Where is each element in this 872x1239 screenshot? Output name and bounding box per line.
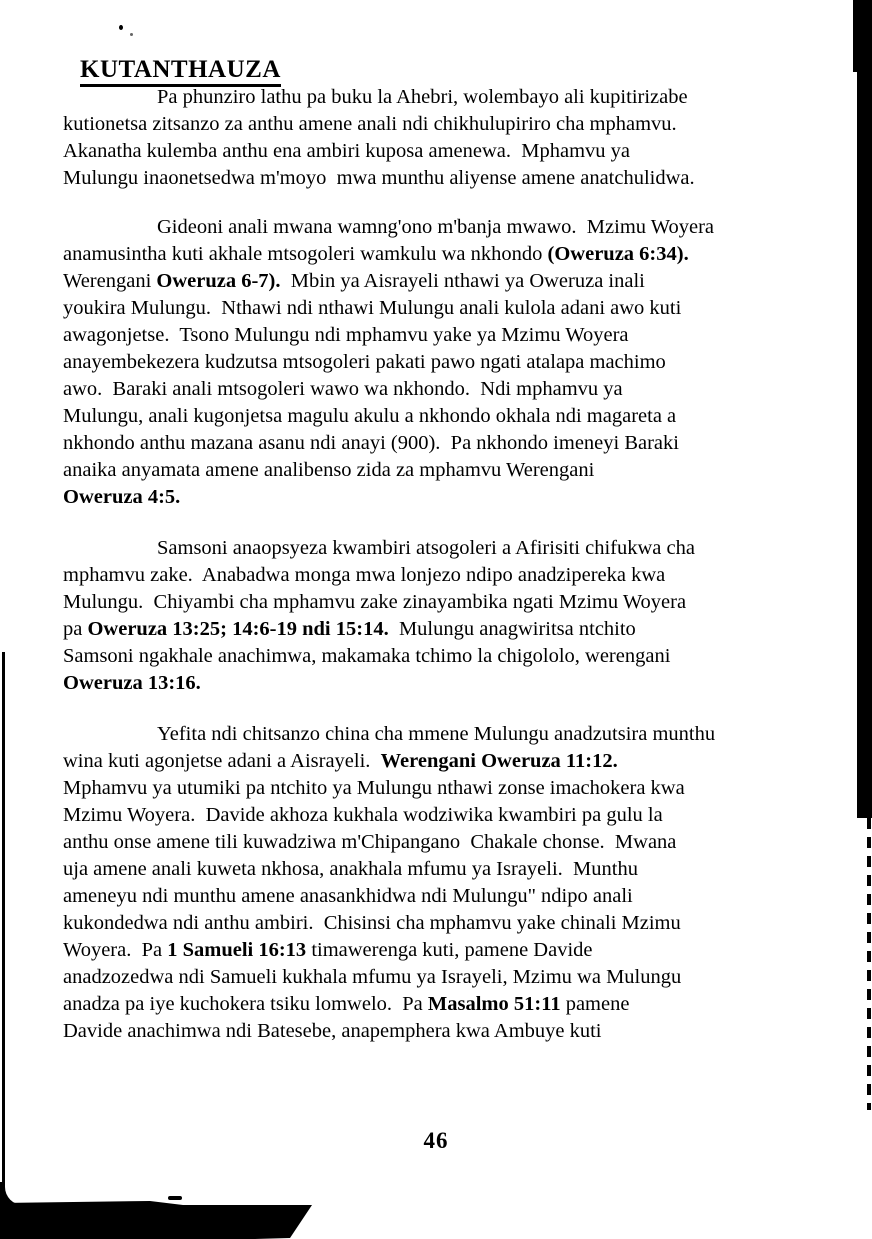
text-line bbox=[63, 111, 823, 138]
text-run: wina kuti agonjetse adani a Aisrayeli. bbox=[63, 750, 381, 772]
text-line bbox=[63, 376, 823, 403]
text-line bbox=[63, 430, 823, 457]
text-run: Gideoni anali mwana wamng'ono m'banja mwawo. Mzimu Woyera bbox=[157, 216, 715, 238]
text-line bbox=[63, 856, 823, 883]
text-line bbox=[63, 484, 823, 511]
text-run: timawerenga kuti, pamene Davide bbox=[306, 939, 593, 961]
text-line bbox=[63, 165, 823, 192]
text-line bbox=[63, 883, 823, 910]
text-run: anthu onse amene tili kuwadziwa m'Chipangano Chakale chonse. Mwana bbox=[63, 831, 677, 853]
scan-artifact-bottom-wedge bbox=[0, 1200, 314, 1239]
text-line bbox=[63, 829, 823, 856]
text-run: Pa phunziro lathu pa buku la Ahebri, wolembayo ali kupitirizabe bbox=[157, 86, 688, 108]
text-line bbox=[63, 535, 823, 562]
text-run: awo. Baraki anali mtsogoleri wawo wa nkhondo. Ndi mphamvu ya bbox=[63, 378, 623, 400]
text-line bbox=[63, 964, 823, 991]
text-run: Werengani bbox=[63, 270, 157, 292]
text-run: anayembekezera kudzutsa mtsogoleri pakati pawo ngati atalapa machimo bbox=[63, 351, 666, 373]
text-line bbox=[63, 295, 823, 322]
text-run: Mphamvu ya utumiki pa ntchito ya Mulungu nthawi zonse imachokera kwa bbox=[63, 777, 685, 799]
text-line bbox=[63, 775, 823, 802]
text-run: Samsoni ngakhale anachimwa, makamaka tchimo la chigololo, werengani bbox=[63, 645, 671, 667]
scripture-reference: Oweruza 13:16. bbox=[63, 672, 201, 694]
page-title: KUTANTHAUZA bbox=[80, 56, 281, 87]
scripture-reference: (Oweruza 6:34). bbox=[547, 243, 689, 265]
text-line bbox=[63, 748, 823, 775]
text-run: Samsoni anaopsyeza kwambiri atsogoleri a Afirisiti chifukwa cha bbox=[157, 537, 695, 559]
scripture-reference: Masalmo 51:11 bbox=[427, 993, 561, 1015]
scan-artifact-speck bbox=[168, 1196, 182, 1200]
text-line bbox=[63, 403, 823, 430]
scripture-reference: 1 Samueli 16:13 bbox=[167, 939, 307, 961]
scan-artifact-right-edge-top bbox=[853, 0, 872, 72]
scan-artifact-right-edge-dashes bbox=[867, 818, 871, 1110]
text-line bbox=[63, 214, 823, 241]
page-number: 46 bbox=[423, 1128, 449, 1153]
text-line bbox=[63, 138, 823, 165]
text-line bbox=[63, 84, 823, 111]
text-run: Davide anachimwa ndi Batesebe, anapemphera kwa Ambuye kuti bbox=[63, 1020, 602, 1042]
text-run: Mulungu, anali kugonjetsa magulu akulu a nkhondo okhala ndi magareta a bbox=[63, 405, 677, 427]
scan-artifact-right-edge-bar bbox=[857, 0, 872, 818]
text-run: Mulungu inaonetsedwa m'moyo mwa munthu aliyense amene anatchulidwa. bbox=[63, 167, 695, 189]
text-line bbox=[63, 802, 823, 829]
text-line bbox=[63, 268, 823, 295]
text-run: uja amene anali kuweta nkhosa, anakhala mfumu ya Israyeli. Munthu bbox=[63, 858, 638, 880]
text-line bbox=[63, 643, 823, 670]
text-line bbox=[63, 562, 823, 589]
text-run: mphamvu zake. Anabadwa monga mwa lonjezo ndipo anadzipereka kwa bbox=[63, 564, 666, 586]
text-run: Akanatha kulemba anthu ena ambiri kuposa amenewa. Mphamvu ya bbox=[63, 140, 630, 162]
text-run: anadzozedwa ndi Samueli kukhala mfumu ya Israyeli, Mzimu wa Mulungu bbox=[63, 966, 682, 988]
text-run: kukondedwa ndi anthu ambiri. Chisinsi cha mphamvu yake chinali Mzimu bbox=[63, 912, 681, 934]
text-run: nkhondo anthu mazana asanu ndi anayi (900). Pa nkhondo imeneyi Baraki bbox=[63, 432, 679, 454]
text-run: pamene bbox=[560, 993, 630, 1015]
text-line bbox=[63, 937, 823, 964]
scripture-reference: Werengani Oweruza 11:12. bbox=[380, 750, 618, 772]
scan-artifact-speck bbox=[130, 33, 133, 36]
text-line bbox=[63, 589, 823, 616]
scan-artifact-speck bbox=[119, 25, 123, 30]
text-run: anamusintha kuti akhale mtsogoleri wamkulu wa nkhondo bbox=[63, 243, 548, 265]
text-line bbox=[63, 910, 823, 937]
paragraph bbox=[63, 535, 823, 697]
text-run: Mzimu Woyera. Davide akhoza kukhala wodziwika kwambiri pa gulu la bbox=[63, 804, 663, 826]
paragraph bbox=[63, 84, 823, 192]
text-line bbox=[63, 241, 823, 268]
text-line bbox=[63, 349, 823, 376]
scan-artifact-left-edge-line bbox=[2, 652, 5, 1208]
text-run: Mbin ya Aisrayeli nthawi ya Oweruza inali bbox=[280, 270, 645, 292]
text-run: kutionetsa zitsanzo za anthu amene anali ndi chikhulupiriro cha mphamvu. bbox=[63, 113, 677, 135]
text-line bbox=[63, 721, 823, 748]
scripture-reference: Oweruza 6-7). bbox=[156, 270, 281, 292]
document-body bbox=[63, 84, 823, 1069]
text-line bbox=[63, 670, 823, 697]
text-run: Mulungu. Chiyambi cha mphamvu zake zinayambika ngati Mzimu Woyera bbox=[63, 591, 687, 613]
text-line bbox=[63, 457, 823, 484]
text-run: Yefita ndi chitsanzo china cha mmene Mulungu anadzutsira munthu bbox=[157, 723, 716, 745]
scripture-reference: Oweruza 4:5. bbox=[63, 486, 181, 508]
text-line bbox=[63, 1018, 823, 1045]
scripture-reference: Oweruza 13:25; 14:6-19 ndi 15:14. bbox=[87, 618, 389, 640]
text-line bbox=[63, 616, 823, 643]
text-run: awagonjetse. Tsono Mulungu ndi mphamvu yake ya Mzimu Woyera bbox=[63, 324, 629, 346]
paragraph bbox=[63, 721, 823, 1045]
text-run: anaika anyamata amene analibenso zida za mphamvu Werengani bbox=[63, 459, 595, 481]
text-run: ameneyu ndi munthu amene anasankhidwa ndi Mulungu" ndipo anali bbox=[63, 885, 633, 907]
text-run: pa bbox=[63, 618, 88, 640]
text-line bbox=[63, 322, 823, 349]
text-run: anadza pa iye kuchokera tsiku lomwelo. Pa bbox=[63, 993, 428, 1015]
text-run: youkira Mulungu. Nthawi ndi nthawi Mulungu anali kulola adani awo kuti bbox=[63, 297, 682, 319]
text-line bbox=[63, 991, 823, 1018]
paragraph bbox=[63, 214, 823, 511]
text-run: Woyera. Pa bbox=[63, 939, 168, 961]
text-run: Mulungu anagwiritsa ntchito bbox=[388, 618, 636, 640]
